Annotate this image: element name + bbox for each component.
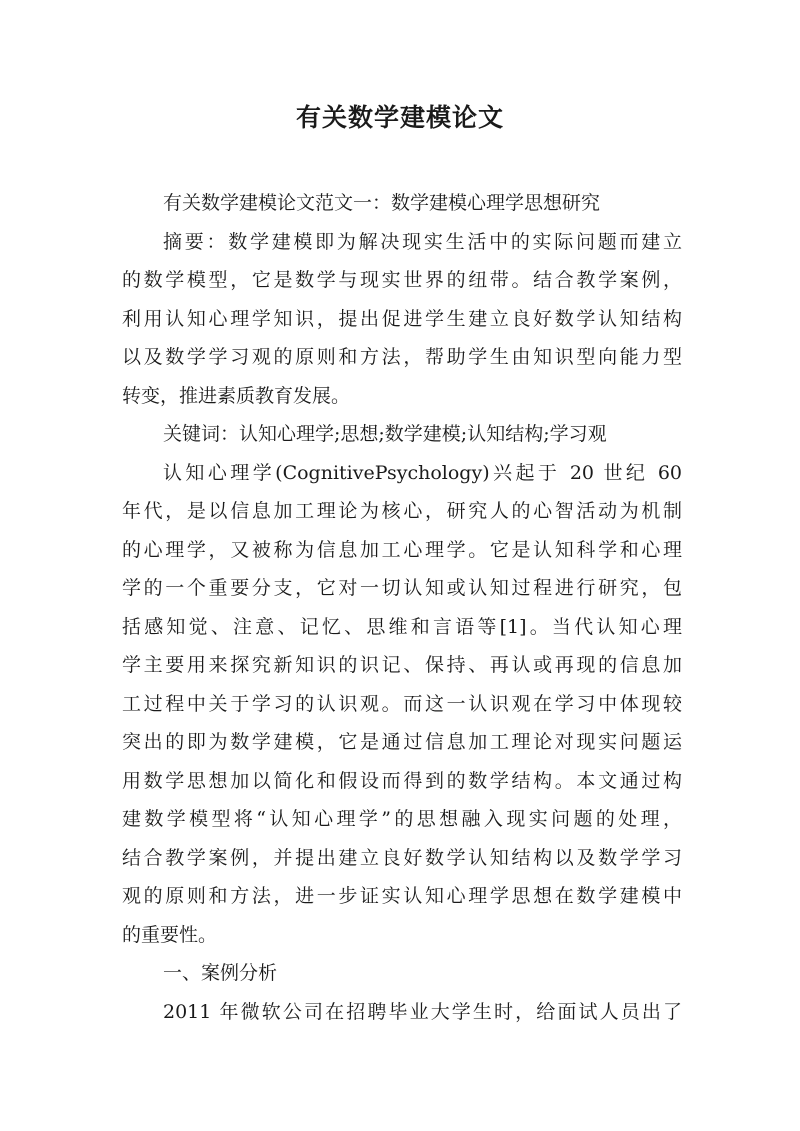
document-body bbox=[122, 184, 682, 1031]
paragraph-line: 结合教学案例，并提出建立良好数学认知结构以及数学学习 bbox=[122, 846, 682, 869]
paragraph-line: 括感知觉、注意、记忆、思维和言语等[1]。当代认知心理 bbox=[122, 615, 682, 638]
paragraph-line: 建数学模型将“认知心理学”的思想融入现实问题的处理， bbox=[122, 808, 682, 830]
keywords-line: 关键词：认知心理学;思想;数学建模;认知结构;学习观 bbox=[163, 423, 607, 445]
paragraph-line: 认知心理学(CognitivePsychology)兴起于 20 世纪 60 bbox=[163, 461, 682, 484]
section-heading: 一、案例分析 bbox=[163, 962, 278, 984]
paragraph-line: 的心理学，又被称为信息加工心理学。它是认知科学和心理 bbox=[122, 538, 682, 561]
abstract-line: 转变，推进素质教育发展。 bbox=[122, 384, 351, 407]
paragraph-line: 用数学思想加以简化和假设而得到的数学结构。本文通过构 bbox=[122, 769, 682, 792]
paragraph-line: 年代，是以信息加工理论为核心，研究人的心智活动为机制 bbox=[122, 500, 682, 522]
abstract-line: 以及数学学习观的原则和方法，帮助学生由知识型向能力型 bbox=[122, 346, 682, 368]
paragraph-line: 2011 年微软公司在招聘毕业大学生时，给面试人员出了 bbox=[163, 1000, 682, 1023]
document-title: 有关数学建模论文 bbox=[295, 103, 504, 132]
paragraph-line: 突出的即为数学建模，它是通过信息加工理论对现实问题运 bbox=[122, 731, 682, 753]
paragraph-line: 的重要性。 bbox=[122, 923, 218, 946]
abstract-line: 的数学模型，它是数学与现实世界的纽带。结合教学案例， bbox=[122, 269, 682, 291]
paragraph-line: 工过程中关于学习的认识观。而这一认识观在学习中体现较 bbox=[122, 692, 682, 715]
abstract-line: 摘要：数学建模即为解决现实生活中的实际问题而建立 bbox=[163, 230, 682, 253]
paragraph-line: 学的一个重要分支，它对一切认知或认知过程进行研究，包 bbox=[122, 577, 682, 599]
subtitle-line: 有关数学建模论文范文一：数学建模心理学思想研究 bbox=[163, 192, 601, 214]
abstract-line: 利用认知心理学知识，提出促进学生建立良好数学认知结构 bbox=[122, 307, 682, 330]
paragraph-line: 观的原则和方法，进一步证实认知心理学思想在数学建模中 bbox=[122, 885, 682, 907]
paragraph-line: 学主要用来探究新知识的识记、保持、再认或再现的信息加 bbox=[122, 654, 682, 676]
